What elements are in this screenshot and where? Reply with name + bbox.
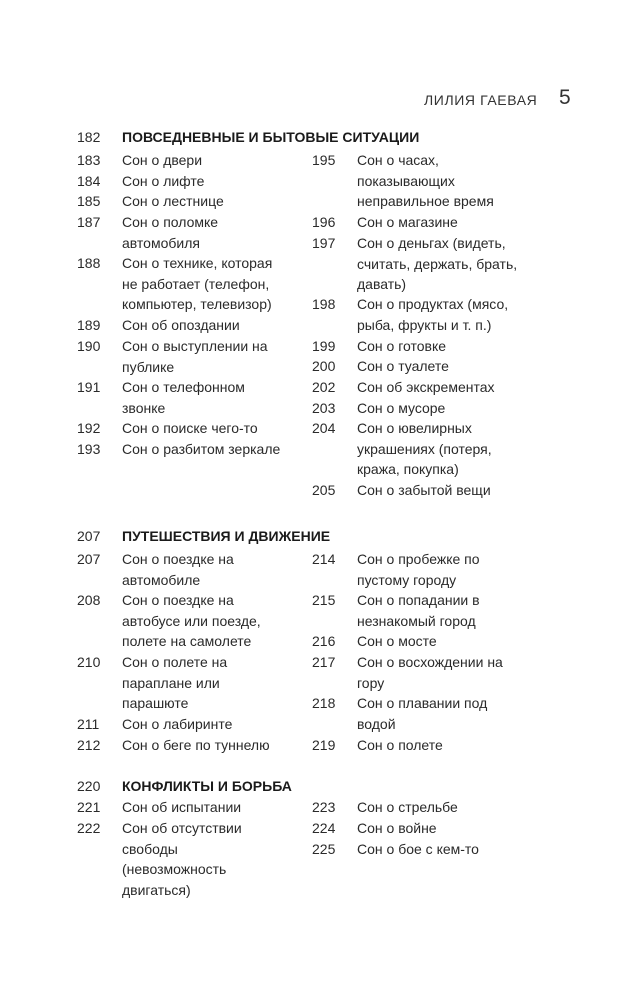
entry-text: Сон о продуктах (мясо, рыба, фрукты и т. п.) — [357, 296, 509, 333]
entry-text: Сон о войне — [357, 820, 437, 836]
entry-text: Сон о лабиринте — [122, 716, 233, 732]
entry-page: 219 — [312, 737, 336, 753]
entry-page: 217 — [312, 654, 336, 670]
entry-text: Сон о мусоре — [357, 400, 446, 416]
entry-page: 197 — [312, 235, 336, 251]
entry-page: 200 — [312, 358, 336, 374]
entry-text: Сон о двери — [122, 152, 203, 168]
entry-text: Сон о разбитом зеркале — [122, 441, 281, 457]
entry-page: 202 — [312, 379, 336, 395]
section-heading: ПУТЕШЕСТВИЯ И ДВИЖЕНИЕ — [122, 528, 331, 544]
entry-text: Сон об экскрементах — [357, 379, 495, 395]
entry-text: Сон о мосте — [357, 633, 437, 649]
entry-text: Сон о туалете — [357, 358, 449, 374]
entry-page: 221 — [77, 799, 101, 815]
entry-text: Сон о полете на параплане или парашюте — [122, 654, 228, 712]
entry-text: Сон о забытой вещи — [357, 482, 491, 498]
entry-page: 196 — [312, 214, 336, 230]
entry-page: 225 — [312, 841, 336, 857]
entry-page: 216 — [312, 633, 336, 649]
entry-page: 191 — [77, 379, 101, 395]
entry-text: Сон о беге по туннелю — [122, 737, 270, 753]
entry-page: 189 — [77, 317, 101, 333]
entry-page: 188 — [77, 255, 101, 271]
entry-text: Сон о поломке автомобиля — [122, 214, 219, 251]
entry-page: 192 — [77, 420, 101, 436]
entry-page: 203 — [312, 400, 336, 416]
entry-text: Сон об отсутствии свободы (невозможность двигаться) — [122, 820, 242, 898]
entry-text: Сон о лифте — [122, 173, 205, 189]
entry-text: Сон о пробежке по пустому городу — [357, 551, 480, 588]
entry-text: Сон об опоздании — [122, 317, 240, 333]
entry-page: 214 — [312, 551, 336, 567]
running-header-author: ЛИЛИЯ ГАЕВАЯ — [424, 92, 538, 108]
entry-text: Сон о стрельбе — [357, 799, 458, 815]
entry-page: 223 — [312, 799, 336, 815]
entry-page: 183 — [77, 152, 101, 168]
entry-text: Сон о часах, показывающих неправильное время — [357, 152, 494, 210]
entry-text: Сон о лестнице — [122, 193, 224, 209]
entry-page: 207 — [77, 551, 101, 567]
entry-text: Сон о полете — [357, 737, 443, 753]
entry-text: Сон о поездке на автобусе или поезде, полете на самолете — [122, 592, 261, 650]
entry-page: 204 — [312, 420, 336, 436]
entry-text: Сон о ювелирных украшениях (потеря, кража, покупка) — [357, 420, 492, 478]
entry-page: 193 — [77, 441, 101, 457]
entry-page: 199 — [312, 338, 336, 354]
entry-page: 187 — [77, 214, 101, 230]
section-page-number: 182 — [77, 129, 101, 145]
entry-text: Сон об испытании — [122, 799, 242, 815]
entry-page: 185 — [77, 193, 101, 209]
entry-page: 211 — [77, 716, 100, 732]
section-page-number: 220 — [77, 778, 101, 794]
page-number: 5 — [559, 86, 571, 109]
entry-text: Сон о плавании под водой — [357, 695, 488, 732]
entry-text: Сон о поездке на автомобиле — [122, 551, 234, 588]
entry-text: Сон о телефонном звонке — [122, 379, 245, 416]
section-heading: ПОВСЕДНЕВНЫЕ И БЫТОВЫЕ СИТУАЦИИ — [122, 129, 420, 145]
entry-page: 222 — [77, 820, 101, 836]
entry-text: Сон о поиске чего-то — [122, 420, 258, 436]
entry-page: 190 — [77, 338, 101, 354]
entry-text: Сон о попадании в незнакомый город — [357, 592, 480, 629]
section-heading: КОНФЛИКТЫ И БОРЬБА — [122, 778, 292, 794]
entry-text: Сон о технике, которая не работает (телефон, компьютер, телевизор) — [122, 255, 273, 313]
entry-page: 205 — [312, 482, 336, 498]
section-page-number: 207 — [77, 528, 101, 544]
entry-page: 208 — [77, 592, 101, 608]
entry-text: Сон о деньгах (видеть, считать, держать, брать, давать) — [357, 235, 518, 293]
entry-page: 184 — [77, 173, 101, 189]
entry-page: 215 — [312, 592, 336, 608]
entry-text: Сон о готовке — [357, 338, 447, 354]
entry-page: 210 — [77, 654, 101, 670]
entry-page: 198 — [312, 296, 336, 312]
entry-page: 212 — [77, 737, 101, 753]
entry-text: Сон о выступлении на публике — [122, 338, 268, 375]
entry-page: 218 — [312, 695, 336, 711]
entry-page: 195 — [312, 152, 336, 168]
entry-text: Сон о восхождении на гору — [357, 654, 503, 691]
entry-page: 224 — [312, 820, 336, 836]
entry-text: Сон о магазине — [357, 214, 458, 230]
entry-text: Сон о бое с кем-то — [357, 841, 479, 857]
